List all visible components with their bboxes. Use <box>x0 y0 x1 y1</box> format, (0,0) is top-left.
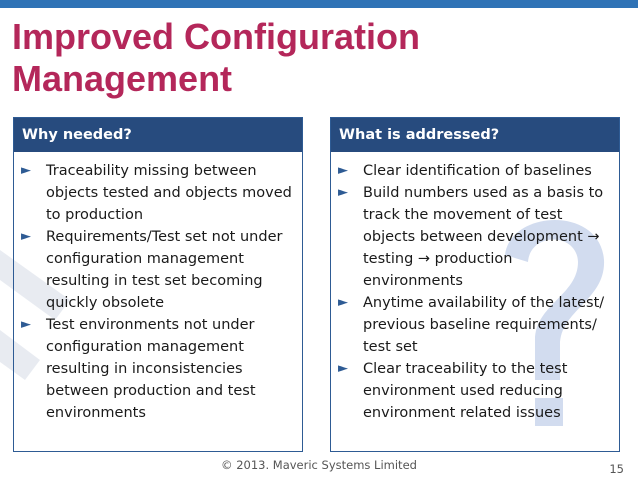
slide-title: Improved Configuration Management <box>12 16 420 99</box>
list-item-text: Build numbers used as a basis to track the movement of test objects between development → testing → production environments <box>363 185 604 289</box>
list-item-text: Clear identification of baselines <box>363 163 592 179</box>
list-item-text: Test environments not under configuration management resulting in inconsistencies between production and test environments <box>46 317 256 421</box>
list-item <box>337 292 613 358</box>
list-item <box>337 160 613 182</box>
panel-header-why-needed: Why needed? <box>14 118 302 152</box>
footer-copyright: © 2013. Maveric Systems Limited <box>221 458 417 472</box>
list-item <box>20 226 296 314</box>
list-item <box>20 314 296 424</box>
panel-what-is-addressed <box>330 117 620 452</box>
list-item-text: Clear traceability to the test environment used reducing environment related issues <box>363 361 568 421</box>
list-item <box>337 182 613 292</box>
triangle-right-icon: ► <box>21 229 31 244</box>
what-is-addressed-list <box>331 152 619 424</box>
triangle-right-icon: ► <box>21 163 31 178</box>
why-needed-list <box>14 152 302 424</box>
triangle-right-icon: ► <box>21 317 31 332</box>
panel-why-needed <box>13 117 303 452</box>
list-item-text: Requirements/Test set not under configuration management resulting in test set becoming quickly obsolete <box>46 229 283 311</box>
list-item-text: Traceability missing between objects tested and objects moved to production <box>46 163 292 223</box>
list-item-text: Anytime availability of the latest/ previous baseline requirements/ test set <box>363 295 605 355</box>
panel-header-what-is-addressed: What is addressed? <box>331 118 619 152</box>
list-item <box>337 358 613 424</box>
triangle-right-icon: ► <box>338 295 348 310</box>
list-item <box>20 160 296 226</box>
triangle-right-icon: ► <box>338 185 348 200</box>
top-accent-bar <box>0 0 638 8</box>
page-number: 15 <box>609 462 624 476</box>
triangle-right-icon: ► <box>338 163 348 178</box>
triangle-right-icon: ► <box>338 361 348 376</box>
